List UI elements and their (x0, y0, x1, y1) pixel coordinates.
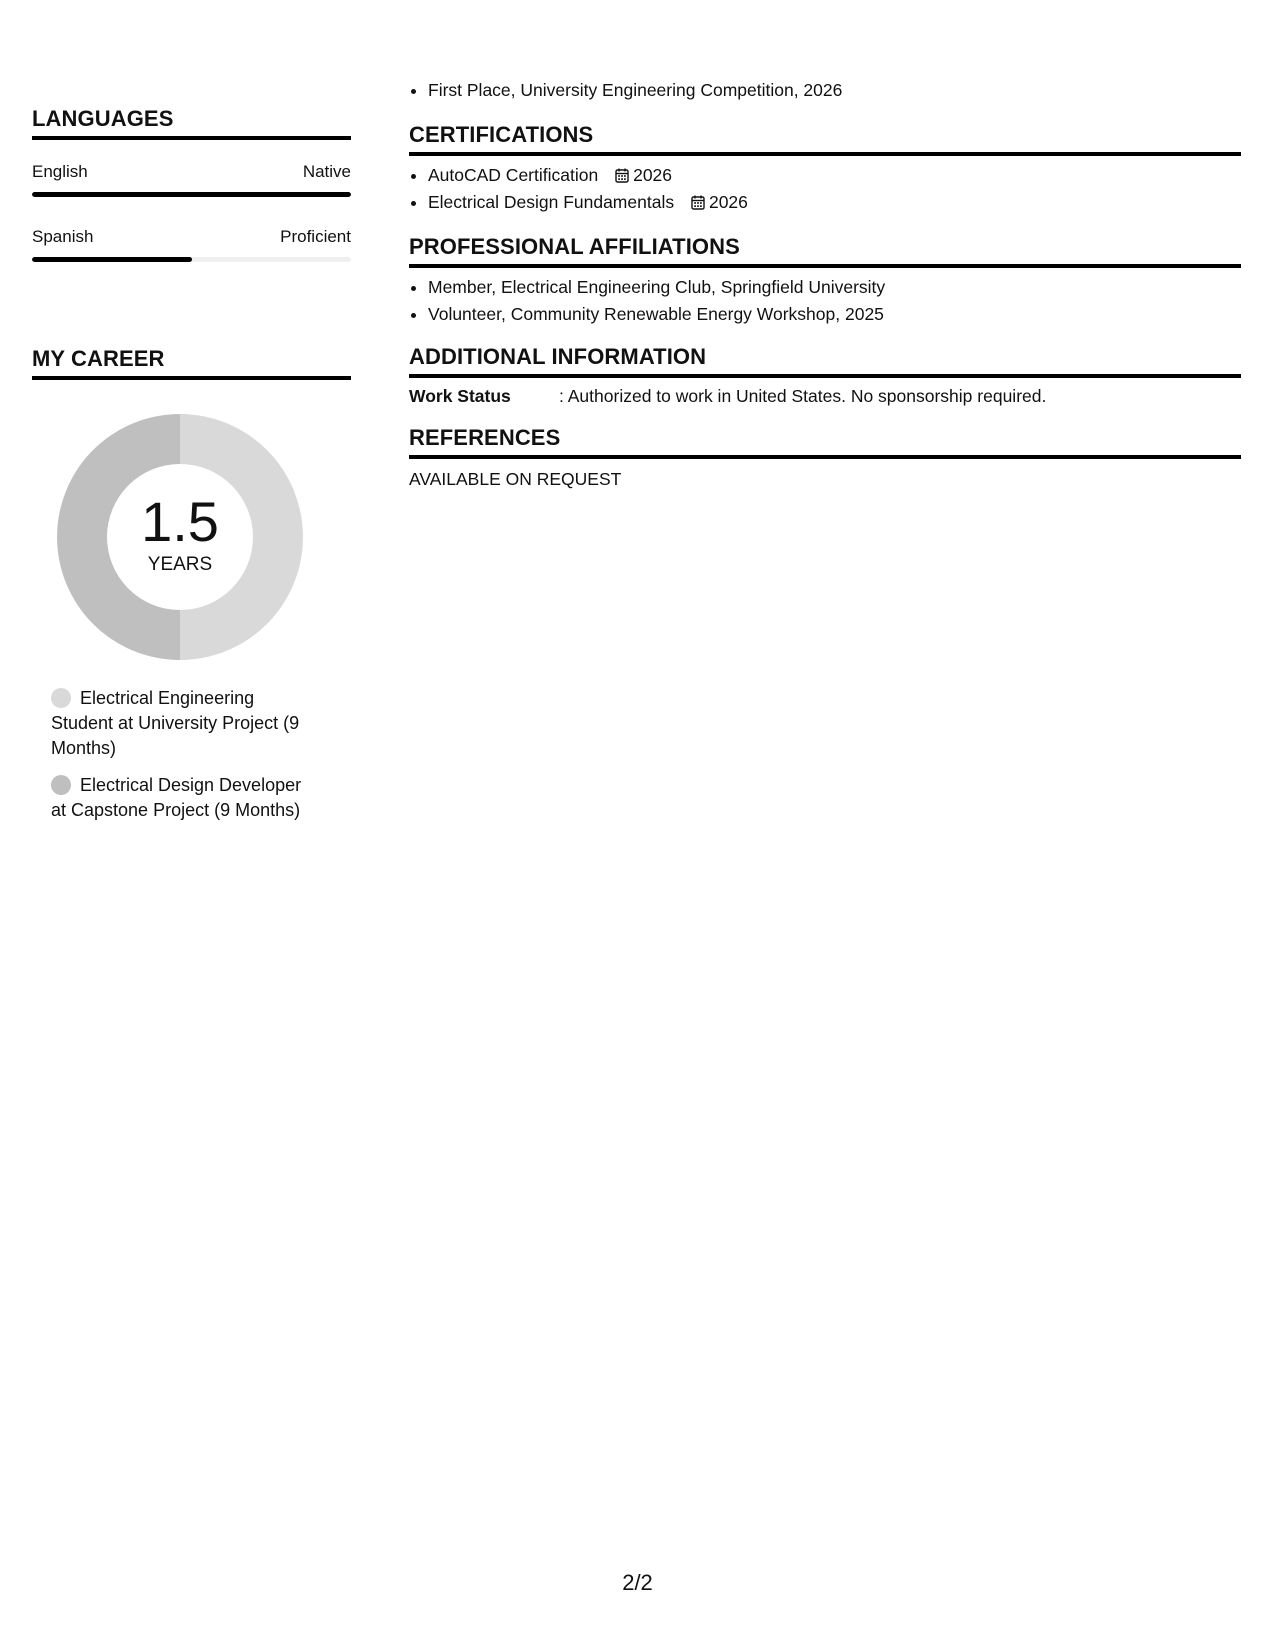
list-item: • First Place, University Engineering Competition, 2026 (428, 77, 1241, 104)
career-donut-chart (57, 414, 303, 660)
calendar-icon (691, 195, 705, 210)
language-level: Proficient (280, 227, 351, 246)
additional-info-title: ADDITIONAL INFORMATION (409, 344, 1241, 378)
affiliations-section (409, 234, 1241, 328)
career-section (32, 346, 351, 835)
references-section (409, 425, 1241, 490)
awards-section (409, 77, 1241, 104)
career-legend-item (51, 686, 321, 761)
languages-section (32, 106, 351, 262)
certification-year: 2026 (708, 192, 748, 212)
additional-info-section (409, 344, 1241, 407)
references-text: AVAILABLE ON REQUEST (409, 469, 622, 489)
certifications-section (409, 122, 1241, 216)
page-number: 2/2 (622, 1570, 653, 1595)
career-legend (51, 686, 321, 823)
affiliations-list (409, 274, 1241, 328)
certification-name: AutoCAD Certification (428, 165, 599, 185)
list-item: • Member, Electrical Engineering Club, Springfield University (428, 274, 1241, 301)
languages-title: LANGUAGES (32, 106, 351, 140)
certification-name: Electrical Design Fundamentals (428, 192, 675, 212)
career-total-unit: YEARS (147, 554, 213, 575)
legend-label: Electrical Design Developer at Capstone Project (9 Months) (51, 775, 302, 820)
work-status-label: Work Status (409, 386, 511, 406)
work-status-value: : Authorized to work in United States. No sponsorship required. (559, 386, 1047, 406)
calendar-icon (615, 168, 629, 183)
legend-label: Electrical Engineering Student at University Project (9 Months) (51, 688, 300, 758)
references-title: REFERENCES (409, 425, 1241, 459)
certification-year: 2026 (633, 165, 673, 185)
legend-dot (51, 688, 71, 708)
certifications-title: CERTIFICATIONS (409, 122, 1241, 156)
language-proficiency-fill (32, 192, 351, 197)
legend-dot (51, 775, 71, 795)
work-status-row (409, 386, 1241, 407)
career-title: MY CAREER (32, 346, 351, 380)
language-level: Native (302, 162, 351, 181)
list-item (428, 189, 1241, 216)
language-name: English (32, 162, 88, 181)
language-proficiency-bar (32, 257, 351, 262)
awards-list (409, 77, 1241, 104)
certifications-list (409, 162, 1241, 216)
career-legend-item (51, 773, 321, 823)
language-proficiency-bar (32, 192, 351, 197)
language-item (32, 227, 351, 262)
language-proficiency-fill (32, 257, 192, 262)
list-item (428, 162, 1241, 189)
language-name: Spanish (32, 227, 94, 246)
affiliations-title: PROFESSIONAL AFFILIATIONS (409, 234, 1241, 268)
career-total-value: 1.5 (141, 490, 219, 553)
list-item: • Volunteer, Community Renewable Energy Workshop, 2025 (428, 301, 1241, 328)
language-item (32, 162, 351, 197)
